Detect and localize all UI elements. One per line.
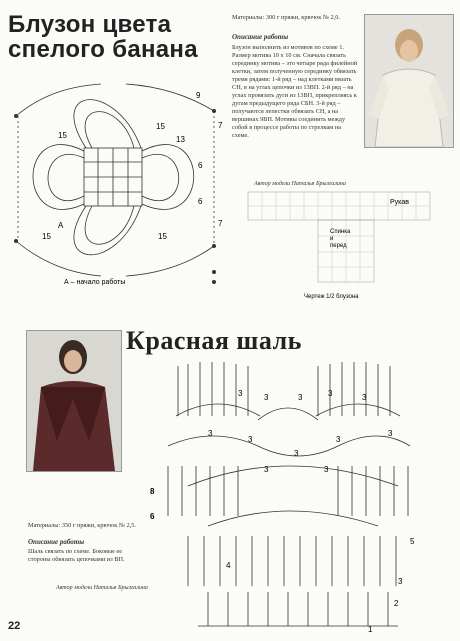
chart-num-2: 3 <box>264 393 269 402</box>
row-num-8: 8 <box>150 487 155 496</box>
motif-num-7b: 7 <box>218 219 223 228</box>
start-label: А – начало работы <box>64 279 126 286</box>
pattern-back-front-label: Спинка и перед <box>330 229 351 249</box>
shawl-desc-heading: Описание работы <box>28 538 85 546</box>
chart-num-10: 3 <box>388 429 393 438</box>
shawl-photo-image <box>27 331 121 471</box>
chart-num-12: 3 <box>324 465 329 474</box>
shawl-chart <box>148 356 458 638</box>
label-a: А <box>58 221 64 230</box>
blouse-title-line2: спелого банана <box>8 36 198 63</box>
row-num-4: 4 <box>226 561 231 570</box>
chart-num-3: 3 <box>298 393 303 402</box>
motif-num-15d: 15 <box>158 232 167 241</box>
motif-num-15a: 15 <box>156 122 165 131</box>
row-num-2: 2 <box>394 599 399 608</box>
chart-num-1: 3 <box>238 389 243 398</box>
row-num-6: 6 <box>150 512 155 521</box>
motif-num-15b: 15 <box>58 131 67 140</box>
shawl-materials: Материалы: 350 г пряжи, крючок № 2,5. <box>28 522 136 529</box>
shawl-description: Шаль связать по схеме. Боковые ее стороны обвязать цепочками из ВП. <box>28 548 125 563</box>
chart-num-4: 3 <box>328 389 333 398</box>
page-number: 22 <box>8 620 21 632</box>
shawl-photo <box>26 330 122 472</box>
blouse-title <box>8 12 236 62</box>
blouse-description: Блузон выполнить из мотивов по схеме 1. Размер мотива 10 х 10 см. Сначала связать серединку мотива – это четыре ряда филейной клетки, затем полученную серединку обвязать тремя рядами: 1-й ряд – над клетками вязать СН, в на углах цепочки из 13ВП. 2-й ряд – на углах провязать дуги из 13ВП, прикрепляясь к дугам предыдущего ряда СБН. 3-й ряд – получаются лепестки обвязать СН, а на вершинах 9ВП. Мотивы соединить между собой в процессе работы по стрелкам на схеме. <box>232 44 358 139</box>
chart-num-7: 3 <box>248 435 253 444</box>
motif-num-13: 13 <box>176 135 185 144</box>
row-num-3: 3 <box>398 577 403 586</box>
motif-num-15c: 15 <box>42 232 51 241</box>
chart-num-11: 3 <box>264 465 269 474</box>
blouse-desc-heading: Описание работы <box>232 33 289 41</box>
pattern-grid <box>246 190 436 302</box>
blouse-motif-diagram <box>6 76 238 286</box>
row-num-5: 5 <box>410 537 415 546</box>
row-num-1: 1 <box>368 625 373 634</box>
blouse-author: Автор модели Наталья Брызгалина <box>254 181 346 187</box>
shawl-author: Автор модели Наталья Брызгалина <box>56 585 148 591</box>
shawl-title: Красная шаль <box>126 326 302 355</box>
chart-num-6: 3 <box>208 429 213 438</box>
blouse-materials: Материалы: 300 г пряжи, крючок № 2,0. <box>232 14 340 21</box>
chart-num-8: 3 <box>294 449 299 458</box>
motif-num-6b: 6 <box>198 197 203 206</box>
pattern-sleeve-label: Рукав <box>390 199 409 206</box>
chart-num-9: 3 <box>336 435 341 444</box>
motif-num-7a: 7 <box>218 121 223 130</box>
chart-num-5: 3 <box>362 393 367 402</box>
pattern-caption: Чертеж 1/2 блузона <box>304 294 359 300</box>
blouse-title-line1: Блузон цвета <box>8 11 172 38</box>
blouse-photo <box>364 14 454 148</box>
motif-num-6a: 6 <box>198 161 203 170</box>
motif-num-9: 9 <box>196 91 201 100</box>
blouse-photo-image <box>365 15 453 147</box>
